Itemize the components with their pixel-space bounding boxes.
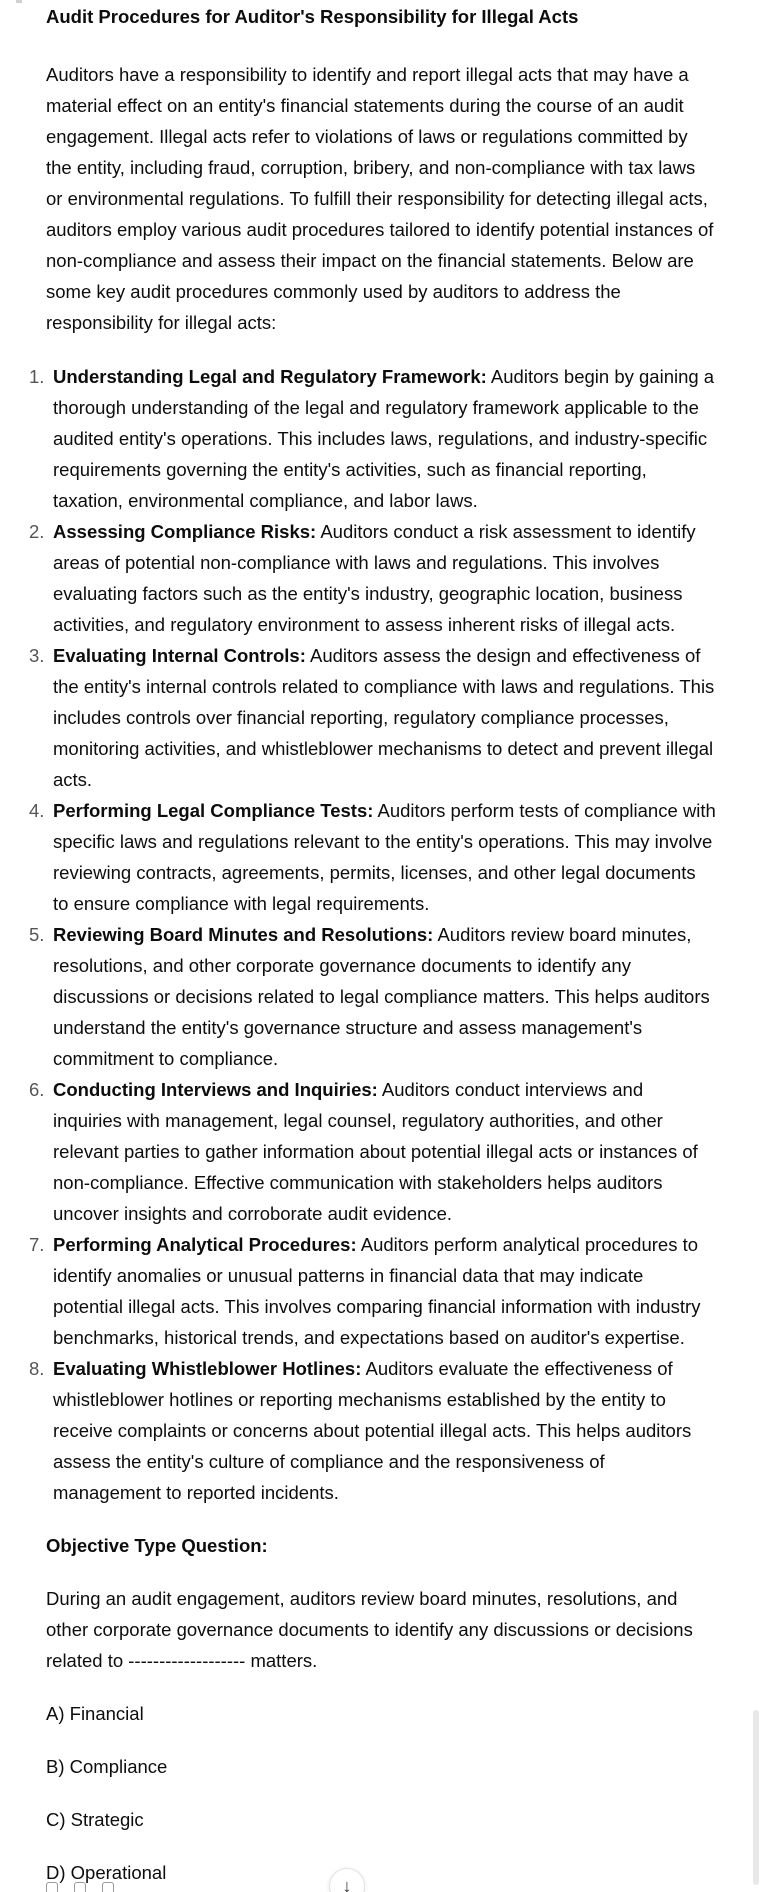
list-item bbox=[29, 516, 716, 640]
list-number: 1. bbox=[29, 366, 45, 387]
list-number: 4. bbox=[29, 800, 45, 821]
answer-option-b: B) Compliance bbox=[46, 1756, 168, 1777]
intro-paragraph: Auditors have a responsibility to identify and report illegal acts that may have a material effect on an entity's financial statements during the course of an audit engagement. Illegal acts refer to violations of laws or regulations committed by the entity, including fraud, corruption, bribery, and non-compliance with tax laws or environmental regulations. To fulfill their responsibility for detecting illegal acts, auditors employ various audit procedures tailored to identify potential instances of non-compliance and assess their impact on the financial statements. Below are some key audit procedures commonly used by auditors to address the responsibility for illegal acts: bbox=[46, 64, 714, 333]
answer-option-c: C) Strategic bbox=[46, 1809, 144, 1830]
arrow-down-icon: ↓ bbox=[342, 1875, 352, 1892]
list-item-title: Assessing Compliance Risks: bbox=[53, 521, 317, 542]
message-content bbox=[29, 0, 716, 1892]
list-item-title: Performing Legal Compliance Tests: bbox=[53, 800, 374, 821]
list-item-title: Performing Analytical Procedures: bbox=[53, 1234, 357, 1255]
top-divider bbox=[16, 0, 22, 3]
message-actions bbox=[46, 1882, 114, 1892]
list-item bbox=[29, 1229, 716, 1353]
regenerate-icon[interactable] bbox=[74, 1882, 86, 1892]
page-title: Audit Procedures for Auditor's Responsibility for Illegal Acts bbox=[46, 6, 579, 27]
list-number: 6. bbox=[29, 1079, 45, 1100]
list-item-title: Reviewing Board Minutes and Resolutions: bbox=[53, 924, 434, 945]
thumbs-down-icon[interactable] bbox=[102, 1882, 114, 1892]
list-item-text: Auditors review board minutes, resolutions, and other corporate governance documents to identify any discussions or decisions related to legal compliance matters. This helps auditors understand the entity's governance structure and assess management's commitment to compliance. bbox=[53, 924, 710, 1069]
list-number: 5. bbox=[29, 924, 45, 945]
list-item-title: Conducting Interviews and Inquiries: bbox=[53, 1079, 378, 1100]
question-text: During an audit engagement, auditors review board minutes, resolutions, and other corporate governance documents to identify any discussions or decisions related to ------------------- matters. bbox=[46, 1588, 693, 1671]
procedure-list bbox=[29, 361, 716, 1508]
list-item bbox=[29, 795, 716, 919]
list-item-text: Auditors conduct a risk assessment to identify areas of potential non-compliance with laws and regulations. This involves evaluating factors such as the entity's industry, geographic location, business activities, and regulatory environment to assess inherent risks of illegal acts. bbox=[53, 521, 696, 635]
list-number: 2. bbox=[29, 521, 45, 542]
list-item bbox=[29, 361, 716, 516]
list-number: 8. bbox=[29, 1358, 45, 1379]
answer-option-a: A) Financial bbox=[46, 1703, 144, 1724]
question-heading: Objective Type Question: bbox=[46, 1535, 268, 1556]
list-item bbox=[29, 919, 716, 1074]
list-item bbox=[29, 1353, 716, 1508]
list-item-text: Auditors perform analytical procedures to identify anomalies or unusual patterns in financial data that may indicate potential illegal acts. This involves comparing financial information with industry benchmarks, historical trends, and expectations based on auditor's expertise. bbox=[53, 1234, 701, 1348]
list-item-text: Auditors perform tests of compliance with specific laws and regulations relevant to the entity's operations. This may involve reviewing contracts, agreements, permits, licenses, and other legal documents to ensure compliance with legal requirements. bbox=[53, 800, 716, 914]
list-number: 3. bbox=[29, 645, 45, 666]
list-item-text: Auditors assess the design and effectiveness of the entity's internal controls related to compliance with laws and regulations. This includes controls over financial reporting, regulatory compliance processes, monitoring activities, and whistleblower mechanisms to detect and prevent illegal acts. bbox=[53, 645, 715, 790]
scrollbar[interactable] bbox=[753, 1710, 759, 1885]
copy-icon[interactable] bbox=[46, 1882, 58, 1892]
answer-option-d: D) Operational bbox=[46, 1862, 167, 1883]
list-item-text: Auditors conduct interviews and inquiries with management, legal counsel, regulatory authorities, and other relevant parties to gather information about potential illegal acts or instances of non-compliance. Effective communication with stakeholders helps auditors uncover insights and corroborate audit evidence. bbox=[53, 1079, 698, 1224]
list-item-text: Auditors begin by gaining a thorough understanding of the legal and regulatory framework applicable to the audited entity's operations. This includes laws, regulations, and industry-specific requirements governing the entity's activities, such as financial reporting, taxation, environmental compliance, and labor laws. bbox=[53, 366, 715, 511]
list-number: 7. bbox=[29, 1234, 45, 1255]
list-item-text: Auditors evaluate the effectiveness of whistleblower hotlines or reporting mechanisms established by the entity to receive complaints or concerns about potential illegal acts. This helps auditors assess the entity's culture of compliance and the responsiveness of management to reported incidents. bbox=[53, 1358, 692, 1503]
list-item-title: Evaluating Internal Controls: bbox=[53, 645, 306, 666]
list-item-title: Understanding Legal and Regulatory Framework: bbox=[53, 366, 487, 387]
list-item bbox=[29, 640, 716, 795]
list-item-title: Evaluating Whistleblower Hotlines: bbox=[53, 1358, 362, 1379]
list-item bbox=[29, 1074, 716, 1229]
